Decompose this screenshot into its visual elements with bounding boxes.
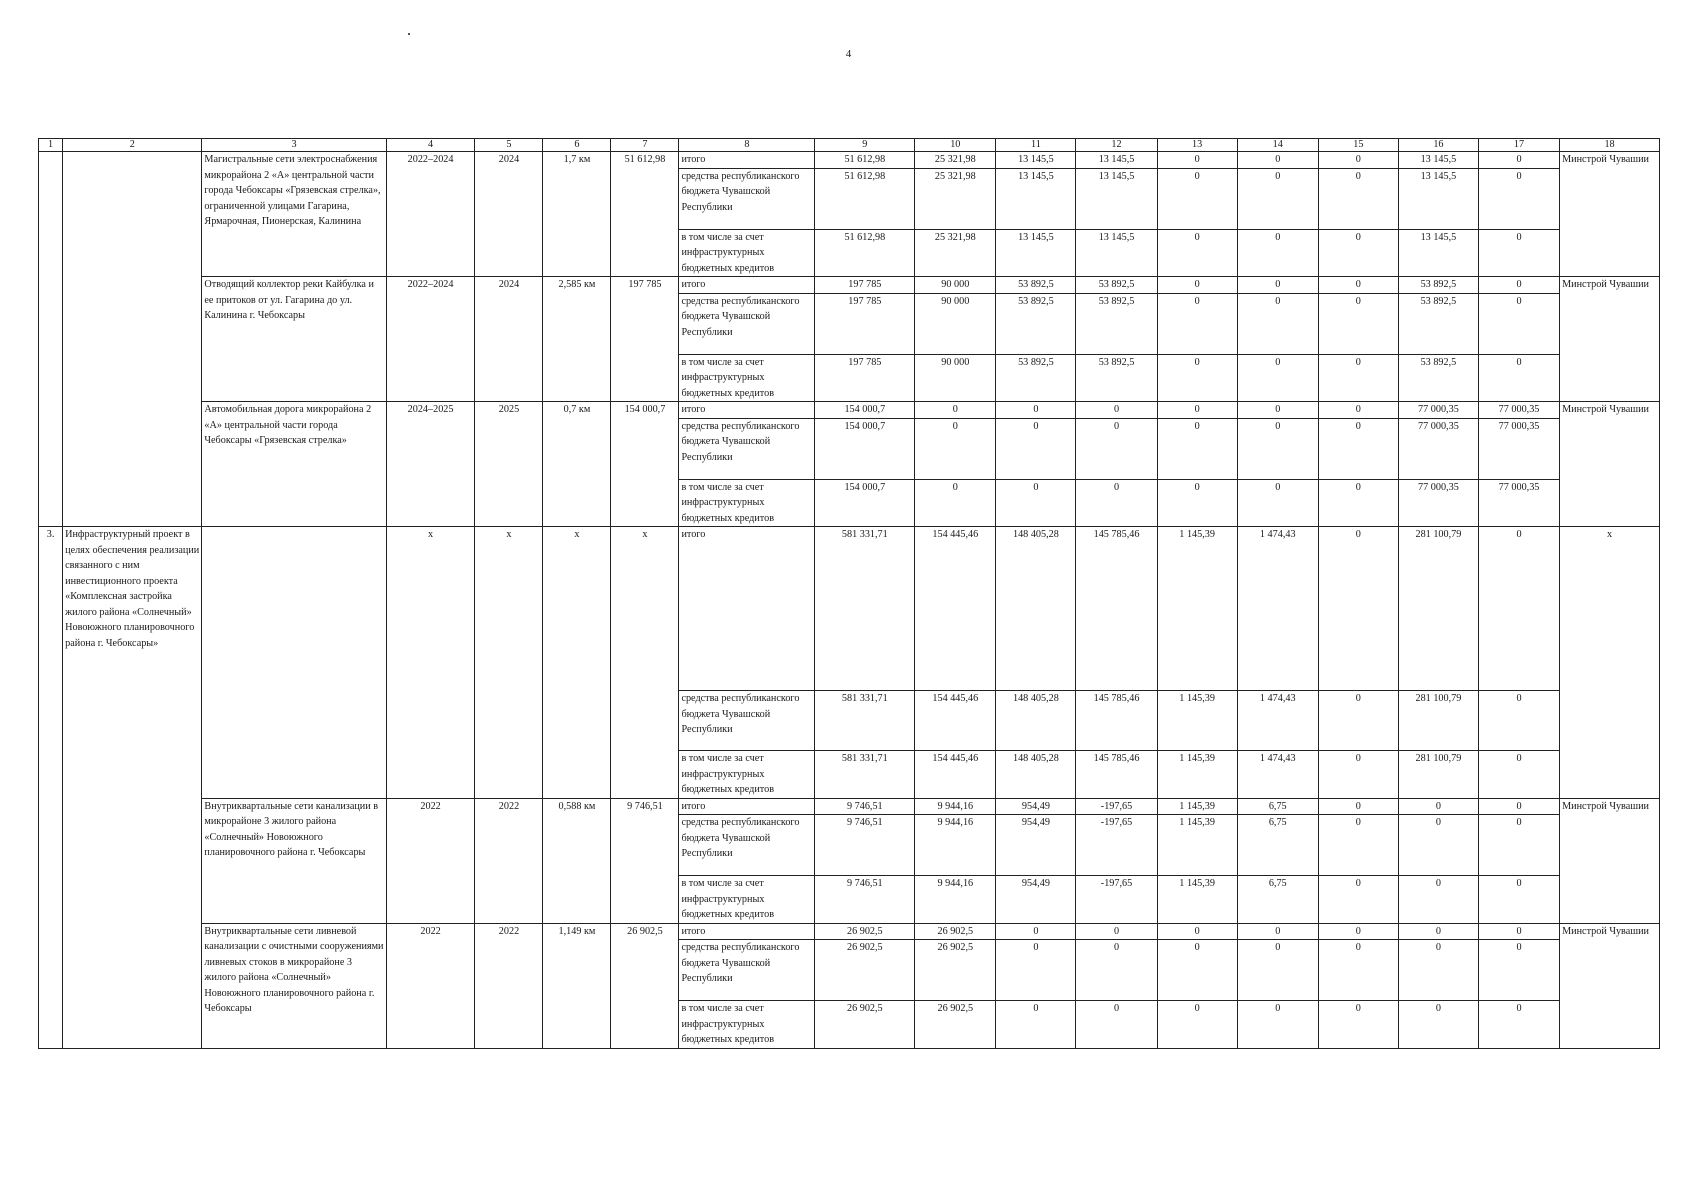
implementation-years: 2024–2025 (386, 402, 475, 527)
project-cost: 51 612,98 (611, 152, 679, 277)
table-row (39, 923, 1660, 940)
amount-cell: 77 000,35 (1478, 479, 1559, 527)
amount-cell: 90 000 (915, 293, 996, 354)
amount-cell: 154 000,7 (815, 418, 915, 479)
amount-cell: 0 (1157, 293, 1237, 354)
amount-cell: 0 (1478, 168, 1559, 229)
amount-cell: 0 (1318, 277, 1398, 294)
amount-cell: 1 474,43 (1237, 691, 1318, 751)
x-mark: х (543, 527, 611, 799)
amount-cell: 0 (1318, 527, 1398, 691)
amount-cell: 0 (1478, 293, 1559, 354)
column-number-header: 6 (543, 139, 611, 152)
column-number-header: 13 (1157, 139, 1237, 152)
amount-cell: 0 (1076, 1001, 1157, 1049)
amount-cell: 145 785,46 (1076, 527, 1157, 691)
amount-cell: 0 (996, 1001, 1076, 1049)
table-row (39, 402, 1660, 419)
financing-table (38, 138, 1660, 1049)
amount-cell: 0 (1157, 354, 1237, 402)
amount-cell: 145 785,46 (1076, 691, 1157, 751)
amount-cell: 6,75 (1237, 798, 1318, 815)
amount-cell: 0 (1478, 229, 1559, 277)
funding-source-label: в том числе за счет инфраструктурных бюджетных кредитов (679, 229, 815, 277)
scan-speck (408, 33, 410, 35)
amount-cell: 0 (915, 402, 996, 419)
amount-cell: 1 474,43 (1237, 527, 1318, 691)
amount-cell: -197,65 (1076, 815, 1157, 876)
amount-cell: 25 321,98 (915, 152, 996, 169)
amount-cell: 26 902,5 (915, 940, 996, 1001)
amount-cell: 0 (1478, 277, 1559, 294)
column-number-header: 11 (996, 139, 1076, 152)
amount-cell: 0 (1237, 1001, 1318, 1049)
amount-cell: 90 000 (915, 354, 996, 402)
amount-cell: 53 892,5 (1398, 354, 1478, 402)
amount-cell: 0 (1318, 751, 1398, 799)
amount-cell: 77 000,35 (1478, 402, 1559, 419)
responsible-executor: Минстрой Чувашии (1560, 152, 1660, 277)
column-number-header: 9 (815, 139, 915, 152)
column-number-header: 18 (1560, 139, 1660, 152)
amount-cell: -197,65 (1076, 798, 1157, 815)
amount-cell: 0 (1076, 940, 1157, 1001)
amount-cell: 581 331,71 (815, 751, 915, 799)
implementation-years: 2022–2024 (386, 277, 475, 402)
amount-cell: 281 100,79 (1398, 751, 1478, 799)
column-number-header: 16 (1398, 139, 1478, 152)
amount-cell: 0 (1076, 479, 1157, 527)
amount-cell: 53 892,5 (1076, 293, 1157, 354)
amount-cell: 0 (1478, 354, 1559, 402)
commissioning-year: 2025 (475, 402, 543, 527)
amount-cell: 0 (1157, 418, 1237, 479)
funding-source-label: в том числе за счет инфраструктурных бюджетных кредитов (679, 479, 815, 527)
amount-cell: -197,65 (1076, 876, 1157, 924)
amount-cell: 154 000,7 (815, 479, 915, 527)
section-empty-name (202, 527, 386, 799)
amount-cell: 0 (1237, 277, 1318, 294)
amount-cell: 0 (1318, 418, 1398, 479)
x-mark: х (611, 527, 679, 799)
amount-cell: 0 (1478, 876, 1559, 924)
amount-cell: 53 892,5 (1398, 277, 1478, 294)
amount-cell: 0 (1237, 479, 1318, 527)
amount-cell: 0 (1237, 168, 1318, 229)
column-number-header: 17 (1478, 139, 1559, 152)
responsible-executor: Минстрой Чувашии (1560, 277, 1660, 402)
responsible-executor: Минстрой Чувашии (1560, 798, 1660, 923)
table-row (39, 527, 1660, 691)
funding-source-label: в том числе за счет инфраструктурных бюджетных кредитов (679, 876, 815, 924)
page-number: 4 (845, 48, 852, 60)
amount-cell: 0 (1237, 418, 1318, 479)
amount-cell: 1 145,39 (1157, 527, 1237, 691)
funding-source-label: средства республиканского бюджета Чувашской Республики (679, 168, 815, 229)
amount-cell: 0 (1237, 354, 1318, 402)
amount-cell: 9 944,16 (915, 876, 996, 924)
amount-cell: 0 (1478, 527, 1559, 691)
amount-cell: 0 (1318, 168, 1398, 229)
project-name: Отводящий коллектор реки Кайбулка и ее притоков от ул. Гагарина до ул. Калинина г. Чебоксары (202, 277, 386, 402)
continued-number-cell (39, 152, 63, 527)
table-row (39, 277, 1660, 294)
amount-cell: 0 (1237, 402, 1318, 419)
amount-cell: 0 (1478, 798, 1559, 815)
column-number-header: 5 (475, 139, 543, 152)
x-mark: х (1560, 527, 1660, 799)
amount-cell: 9 746,51 (815, 876, 915, 924)
responsible-executor: Минстрой Чувашии (1560, 402, 1660, 527)
project-name: Автомобильная дорога микрорайона 2 «А» центральной части города Чебоксары «Грязевская стрелка» (202, 402, 386, 527)
funding-source-label: средства республиканского бюджета Чувашской Республики (679, 418, 815, 479)
funding-source-label: итого (679, 798, 815, 815)
funding-source-label: итого (679, 402, 815, 419)
amount-cell: 13 145,5 (1076, 229, 1157, 277)
amount-cell: 1 145,39 (1157, 751, 1237, 799)
amount-cell: 0 (915, 479, 996, 527)
amount-cell: 25 321,98 (915, 229, 996, 277)
column-number-header: 12 (1076, 139, 1157, 152)
column-number-header: 1 (39, 139, 63, 152)
amount-cell: 197 785 (815, 293, 915, 354)
funding-source-label: средства республиканского бюджета Чувашской Республики (679, 293, 815, 354)
amount-cell: 154 445,46 (915, 751, 996, 799)
amount-cell: 53 892,5 (996, 277, 1076, 294)
amount-cell: 145 785,46 (1076, 751, 1157, 799)
capacity-value: 2,585 км (543, 277, 611, 402)
amount-cell: 281 100,79 (1398, 691, 1478, 751)
funding-source-label: итого (679, 923, 815, 940)
amount-cell: 0 (1318, 152, 1398, 169)
column-number-header: 8 (679, 139, 815, 152)
amount-cell: 6,75 (1237, 815, 1318, 876)
amount-cell: 13 145,5 (1076, 168, 1157, 229)
amount-cell: 53 892,5 (996, 293, 1076, 354)
amount-cell: 148 405,28 (996, 527, 1076, 691)
amount-cell: 0 (1318, 923, 1398, 940)
project-cost: 9 746,51 (611, 798, 679, 923)
amount-cell: 0 (1318, 815, 1398, 876)
amount-cell: 0 (1318, 354, 1398, 402)
amount-cell: 0 (1157, 923, 1237, 940)
amount-cell: 148 405,28 (996, 751, 1076, 799)
capacity-value: 1,7 км (543, 152, 611, 277)
amount-cell: 0 (1478, 940, 1559, 1001)
amount-cell: 53 892,5 (1076, 277, 1157, 294)
x-mark: х (386, 527, 475, 799)
amount-cell: 0 (1318, 479, 1398, 527)
amount-cell: 0 (1398, 1001, 1478, 1049)
amount-cell: 0 (1478, 923, 1559, 940)
project-cost: 197 785 (611, 277, 679, 402)
amount-cell: 0 (1478, 751, 1559, 799)
column-number-header: 2 (63, 139, 202, 152)
amount-cell: 13 145,5 (1398, 152, 1478, 169)
amount-cell: 154 445,46 (915, 527, 996, 691)
amount-cell: 13 145,5 (996, 168, 1076, 229)
project-name: Внутриквартальные сети ливневой канализации с очистными сооружениями ливневых стоков в микрорайоне 3 жилого района «Солнечный» Новоюжного планировочного района г. Чебоксары (202, 923, 386, 1048)
amount-cell: 26 902,5 (915, 923, 996, 940)
amount-cell: 13 145,5 (996, 229, 1076, 277)
amount-cell: 0 (1237, 152, 1318, 169)
amount-cell: 6,75 (1237, 876, 1318, 924)
amount-cell: 0 (1318, 402, 1398, 419)
amount-cell: 1 145,39 (1157, 876, 1237, 924)
amount-cell: 954,49 (996, 798, 1076, 815)
amount-cell: 0 (1157, 277, 1237, 294)
project-cost: 154 000,7 (611, 402, 679, 527)
project-name: Магистральные сети электроснабжения микрорайона 2 «А» центральной части города Чебоксары «Грязевская стрелка», ограниченной улицами Гагарина, Ярмарочная, Пионерская, Калинина (202, 152, 386, 277)
column-number-header: 4 (386, 139, 475, 152)
project-name: Внутриквартальные сети канализации в микрорайоне 3 жилого района «Солнечный» Новоюжного планировочного района г. Чебоксары (202, 798, 386, 923)
amount-cell: 0 (915, 418, 996, 479)
amount-cell: 0 (996, 923, 1076, 940)
amount-cell: 0 (1398, 798, 1478, 815)
amount-cell: 90 000 (915, 277, 996, 294)
funding-source-label: в том числе за счет инфраструктурных бюджетных кредитов (679, 354, 815, 402)
amount-cell: 0 (1157, 152, 1237, 169)
amount-cell: 0 (1398, 923, 1478, 940)
amount-cell: 0 (996, 402, 1076, 419)
amount-cell: 77 000,35 (1478, 418, 1559, 479)
amount-cell: 0 (1157, 229, 1237, 277)
amount-cell: 0 (996, 479, 1076, 527)
amount-cell: 0 (1318, 293, 1398, 354)
amount-cell: 53 892,5 (1398, 293, 1478, 354)
amount-cell: 0 (1318, 940, 1398, 1001)
amount-cell: 0 (996, 940, 1076, 1001)
x-mark: х (475, 527, 543, 799)
section-title: Инфраструктурный проект в целях обеспечения реализации связанного с ним инвестиционного проекта «Комплексная застройка жилого района «Солнечный» Новоюжного планировочного района г. Чебоксары» (63, 527, 202, 1049)
amount-cell: 0 (1157, 940, 1237, 1001)
amount-cell: 0 (1478, 815, 1559, 876)
amount-cell: 9 746,51 (815, 798, 915, 815)
amount-cell: 13 145,5 (1398, 168, 1478, 229)
funding-source-label: средства республиканского бюджета Чувашской Республики (679, 940, 815, 1001)
column-number-row (39, 139, 1660, 152)
amount-cell: 1 474,43 (1237, 751, 1318, 799)
amount-cell: 13 145,5 (996, 152, 1076, 169)
amount-cell: 53 892,5 (996, 354, 1076, 402)
amount-cell: 1 145,39 (1157, 691, 1237, 751)
amount-cell: 954,49 (996, 815, 1076, 876)
capacity-value: 0,588 км (543, 798, 611, 923)
amount-cell: 581 331,71 (815, 691, 915, 751)
funding-source-label: в том числе за счет инфраструктурных бюджетных кредитов (679, 1001, 815, 1049)
amount-cell: 0 (1237, 229, 1318, 277)
amount-cell: 1 145,39 (1157, 815, 1237, 876)
amount-cell: 281 100,79 (1398, 527, 1478, 691)
amount-cell: 25 321,98 (915, 168, 996, 229)
amount-cell: 0 (1076, 923, 1157, 940)
funding-source-label: итого (679, 527, 815, 691)
amount-cell: 0 (1478, 1001, 1559, 1049)
amount-cell: 9 944,16 (915, 815, 996, 876)
amount-cell: 197 785 (815, 277, 915, 294)
amount-cell: 13 145,5 (1398, 229, 1478, 277)
amount-cell: 77 000,35 (1398, 479, 1478, 527)
amount-cell: 0 (1157, 402, 1237, 419)
amount-cell: 0 (996, 418, 1076, 479)
amount-cell: 0 (1478, 691, 1559, 751)
column-number-header: 15 (1318, 139, 1398, 152)
column-number-header: 14 (1237, 139, 1318, 152)
project-cost: 26 902,5 (611, 923, 679, 1048)
amount-cell: 77 000,35 (1398, 418, 1478, 479)
amount-cell: 0 (1157, 479, 1237, 527)
funding-source-label: средства республиканского бюджета Чувашской Республики (679, 691, 815, 751)
implementation-years: 2022 (386, 923, 475, 1048)
table-row (39, 152, 1660, 169)
amount-cell: 154 445,46 (915, 691, 996, 751)
commissioning-year: 2022 (475, 798, 543, 923)
amount-cell: 13 145,5 (1076, 152, 1157, 169)
amount-cell: 51 612,98 (815, 229, 915, 277)
amount-cell: 0 (1318, 798, 1398, 815)
amount-cell: 51 612,98 (815, 152, 915, 169)
column-number-header: 10 (915, 139, 996, 152)
continued-name-cell (63, 152, 202, 527)
amount-cell: 0 (1318, 229, 1398, 277)
amount-cell: 0 (1478, 152, 1559, 169)
amount-cell: 26 902,5 (815, 923, 915, 940)
capacity-value: 1,149 км (543, 923, 611, 1048)
amount-cell: 154 000,7 (815, 402, 915, 419)
amount-cell: 197 785 (815, 354, 915, 402)
commissioning-year: 2024 (475, 277, 543, 402)
amount-cell: 0 (1318, 876, 1398, 924)
funding-source-label: средства республиканского бюджета Чувашской Республики (679, 815, 815, 876)
amount-cell: 0 (1076, 418, 1157, 479)
amount-cell: 0 (1076, 402, 1157, 419)
responsible-executor: Минстрой Чувашии (1560, 923, 1660, 1048)
table-row (39, 798, 1660, 815)
amount-cell: 9 944,16 (915, 798, 996, 815)
column-number-header: 3 (202, 139, 386, 152)
amount-cell: 26 902,5 (815, 1001, 915, 1049)
amount-cell: 77 000,35 (1398, 402, 1478, 419)
amount-cell: 0 (1318, 1001, 1398, 1049)
column-number-header: 7 (611, 139, 679, 152)
amount-cell: 581 331,71 (815, 527, 915, 691)
amount-cell: 0 (1398, 815, 1478, 876)
amount-cell: 0 (1237, 940, 1318, 1001)
funding-source-label: в том числе за счет инфраструктурных бюджетных кредитов (679, 751, 815, 799)
amount-cell: 0 (1157, 168, 1237, 229)
amount-cell: 53 892,5 (1076, 354, 1157, 402)
amount-cell: 51 612,98 (815, 168, 915, 229)
amount-cell: 0 (1398, 876, 1478, 924)
amount-cell: 9 746,51 (815, 815, 915, 876)
commissioning-year: 2022 (475, 923, 543, 1048)
amount-cell: 0 (1318, 691, 1398, 751)
funding-source-label: итого (679, 152, 815, 169)
implementation-years: 2022–2024 (386, 152, 475, 277)
commissioning-year: 2024 (475, 152, 543, 277)
amount-cell: 0 (1398, 940, 1478, 1001)
capacity-value: 0,7 км (543, 402, 611, 527)
amount-cell: 0 (1237, 293, 1318, 354)
implementation-years: 2022 (386, 798, 475, 923)
amount-cell: 0 (1237, 923, 1318, 940)
amount-cell: 148 405,28 (996, 691, 1076, 751)
amount-cell: 26 902,5 (915, 1001, 996, 1049)
amount-cell: 0 (1157, 1001, 1237, 1049)
amount-cell: 26 902,5 (815, 940, 915, 1001)
section-number: 3. (39, 527, 63, 1049)
amount-cell: 1 145,39 (1157, 798, 1237, 815)
amount-cell: 954,49 (996, 876, 1076, 924)
funding-source-label: итого (679, 277, 815, 294)
